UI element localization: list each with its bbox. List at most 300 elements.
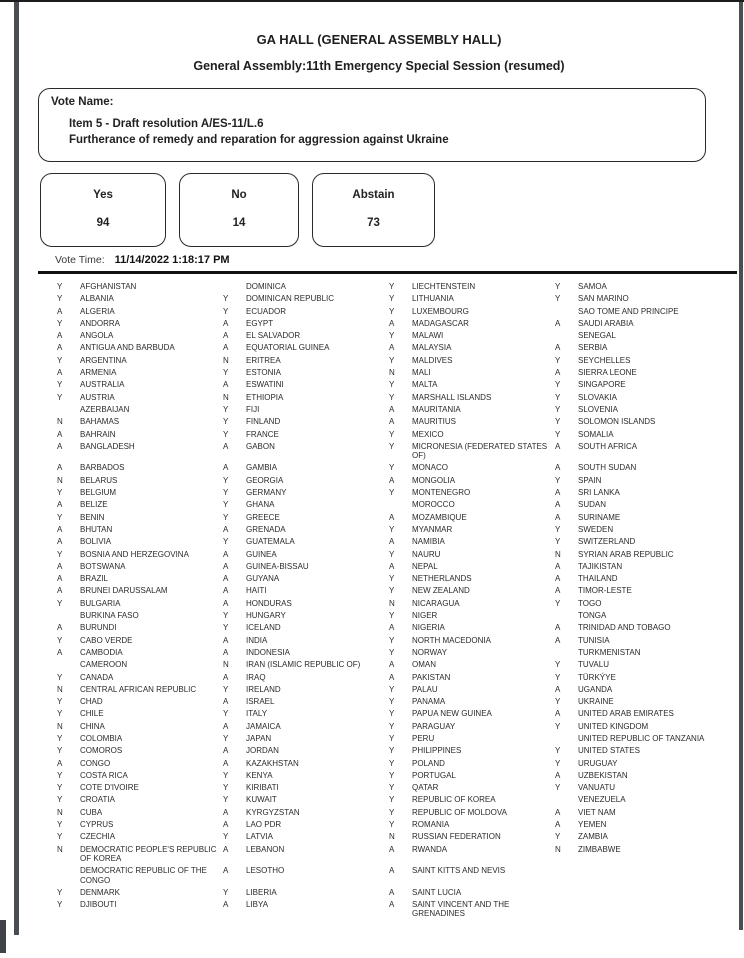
country-name: GREECE <box>246 512 280 522</box>
vote-letter: Y <box>389 783 395 793</box>
country-name: ICELAND <box>246 623 281 633</box>
roll-call-row <box>57 463 740 472</box>
roll-call-cell <box>389 417 555 426</box>
vote-letter: A <box>57 429 63 439</box>
roll-call-cell <box>223 660 389 669</box>
roll-call-cell <box>389 660 555 669</box>
country-name: KAZAKHSTAN <box>246 758 299 768</box>
roll-call-cell <box>57 417 223 426</box>
roll-call-row <box>57 307 740 316</box>
roll-call-cell <box>389 356 555 365</box>
country-name: FRANCE <box>246 429 279 439</box>
roll-call-cell <box>555 331 721 340</box>
country-name: OMAN <box>412 660 436 670</box>
roll-call-cell <box>223 488 389 497</box>
vote-letter: A <box>389 475 395 485</box>
roll-call-cell <box>57 599 223 608</box>
roll-call-cell <box>389 734 555 743</box>
vote-letter: Y <box>57 672 63 682</box>
session-title: General Assembly:11th Emergency Special Session (resumed) <box>193 59 565 73</box>
roll-call-row <box>57 623 740 632</box>
vote-letter: Y <box>555 746 561 756</box>
country-name: QATAR <box>412 783 439 793</box>
window-frame-bottom-left <box>0 920 6 953</box>
vote-letter: A <box>223 463 229 473</box>
country-name: ROMANIA <box>412 820 450 830</box>
vote-letter: A <box>57 463 63 473</box>
country-name: DJIBOUTI <box>80 900 117 910</box>
country-name: TÜRKÝYE <box>578 672 616 682</box>
vote-letter: Y <box>223 887 229 897</box>
vote-letter: Y <box>389 684 395 694</box>
vote-letter: A <box>555 512 561 522</box>
roll-call-cell <box>57 771 223 780</box>
vote-letter: A <box>223 598 229 608</box>
roll-call-cell <box>389 636 555 645</box>
roll-call-cell <box>223 463 389 472</box>
country-name: ZAMBIA <box>578 832 608 842</box>
country-name: ANDORRA <box>80 318 121 328</box>
roll-call-cell <box>223 599 389 608</box>
roll-call-cell <box>555 771 721 780</box>
vote-letter: A <box>223 758 229 768</box>
country-name: AFGHANISTAN <box>80 282 137 291</box>
roll-call-cell <box>389 808 555 817</box>
country-name: BRUNEI DARUSSALAM <box>80 586 168 596</box>
roll-call-cell <box>57 430 223 439</box>
country-name: MALI <box>412 368 431 378</box>
vote-letter: A <box>57 500 63 510</box>
vote-letter: N <box>389 368 395 378</box>
roll-call-cell <box>389 380 555 389</box>
country-name: GUINEA-BISSAU <box>246 561 309 571</box>
roll-call-cell <box>555 709 721 718</box>
country-name: MICRONESIA (FEDERATED STATES OF) <box>412 441 548 461</box>
roll-call-cell <box>555 574 721 583</box>
roll-call-cell <box>555 417 721 426</box>
vote-letter: A <box>223 820 229 830</box>
country-name: VANUATU <box>578 783 616 793</box>
country-name: CABO VERDE <box>80 635 133 645</box>
country-name: SYRIAN ARAB REPUBLIC <box>578 549 674 559</box>
vote-letter: Y <box>389 549 395 559</box>
country-name: BARBADOS <box>80 463 125 473</box>
roll-call-cell <box>223 746 389 755</box>
roll-call-row <box>57 282 740 291</box>
country-name: DEMOCRATIC PEOPLE'S REPUBLIC OF KOREA <box>80 844 217 863</box>
roll-call-cell <box>555 623 721 632</box>
roll-call-cell <box>389 623 555 632</box>
country-name: MONACO <box>412 463 448 473</box>
vote-letter: Y <box>389 441 395 451</box>
country-name: SAO TOME AND PRINCIPE <box>578 306 679 316</box>
roll-call-row <box>57 356 740 365</box>
vote-letter: Y <box>57 318 63 328</box>
country-name: MOZAMBIQUE <box>412 512 467 522</box>
vote-letter: A <box>57 524 63 534</box>
roll-call-cell <box>389 294 555 303</box>
roll-call-cell <box>555 282 721 291</box>
roll-call-cell <box>57 673 223 682</box>
country-name: KIRIBATI <box>246 783 279 793</box>
country-name: BOTSWANA <box>80 561 126 571</box>
vote-letter: A <box>223 524 229 534</box>
vote-letter: Y <box>223 500 229 510</box>
vote-letter: Y <box>223 512 229 522</box>
country-name: ANTIGUA AND BARBUDA <box>80 343 175 353</box>
country-name: PAPUA NEW GUINEA <box>412 709 492 719</box>
vote-letter: Y <box>389 733 395 743</box>
vote-letter: N <box>57 475 63 485</box>
country-name: BRAZIL <box>80 574 109 584</box>
roll-call-cell <box>57 405 223 414</box>
country-name: PARAGUAY <box>412 721 456 731</box>
country-name: KENYA <box>246 770 273 780</box>
roll-call-cell <box>223 623 389 632</box>
roll-call-row <box>57 405 740 414</box>
vote-time-label: Vote Time: <box>55 254 105 266</box>
vote-letter: N <box>223 355 229 365</box>
vote-letter: A <box>57 537 63 547</box>
vote-letter: Y <box>389 463 395 473</box>
roll-call-cell <box>57 343 223 352</box>
vote-letter: Y <box>389 392 395 402</box>
country-name: COMOROS <box>80 746 123 756</box>
roll-call-row <box>57 319 740 328</box>
vote-letter: Y <box>389 574 395 584</box>
vote-letter: A <box>389 887 395 897</box>
vote-letter: Y <box>389 380 395 390</box>
country-name: GUYANA <box>246 574 280 584</box>
country-name: TIMOR-LESTE <box>578 586 632 596</box>
roll-call-cell <box>555 866 721 885</box>
roll-call-cell <box>223 562 389 571</box>
vote-letter: Y <box>555 758 561 768</box>
vote-letter: A <box>389 672 395 682</box>
vote-letter: A <box>57 331 63 341</box>
vote-letter: A <box>223 844 229 854</box>
vote-letter: Y <box>555 417 561 427</box>
vote-letter: A <box>389 844 395 854</box>
roll-call-cell <box>555 488 721 497</box>
country-name: BAHAMAS <box>80 417 120 427</box>
country-name: DENMARK <box>80 887 121 897</box>
roll-call-cell <box>555 820 721 829</box>
vote-letter: N <box>555 549 561 559</box>
roll-call-cell <box>389 405 555 414</box>
roll-call-cell <box>555 697 721 706</box>
roll-call-cell <box>223 476 389 485</box>
vote-letter: N <box>389 832 395 842</box>
vote-letter: N <box>57 684 63 694</box>
roll-call-cell <box>57 368 223 377</box>
country-name: ITALY <box>246 709 268 719</box>
roll-call-cell <box>57 636 223 645</box>
roll-call-cell <box>555 476 721 485</box>
roll-call-cell <box>555 405 721 414</box>
vote-letter: A <box>555 318 561 328</box>
vote-letter: Y <box>223 684 229 694</box>
yes-total-box <box>40 173 166 247</box>
roll-call-cell <box>555 722 721 731</box>
country-name: TRINIDAD AND TOBAGO <box>578 623 671 633</box>
roll-call-row <box>57 393 740 402</box>
vote-letter: Y <box>389 709 395 719</box>
country-name: REPUBLIC OF MOLDOVA <box>412 807 507 817</box>
roll-call-row <box>57 368 740 377</box>
vote-letter: Y <box>57 392 63 402</box>
country-name: EL SALVADOR <box>246 331 301 341</box>
country-name: TONGA <box>578 611 607 621</box>
country-name: PALAU <box>412 684 438 694</box>
country-name: CONGO <box>80 758 111 768</box>
vote-letter: Y <box>555 392 561 402</box>
roll-call-cell <box>555 294 721 303</box>
vote-letter: A <box>555 488 561 498</box>
country-name: UNITED STATES <box>578 746 640 756</box>
vote-letter: A <box>555 368 561 378</box>
roll-call-cell <box>223 586 389 595</box>
roll-call-cell <box>223 574 389 583</box>
vote-letter: Y <box>223 488 229 498</box>
roll-call-cell <box>223 709 389 718</box>
roll-call-row <box>57 808 740 817</box>
vote-letter: A <box>223 807 229 817</box>
vote-letter: Y <box>555 294 561 304</box>
vote-letter: Y <box>555 475 561 485</box>
vote-letter: Y <box>389 306 395 316</box>
no-label: No <box>231 189 247 201</box>
country-name: HUNGARY <box>246 611 286 621</box>
roll-call-cell <box>389 430 555 439</box>
vote-letter: Y <box>555 429 561 439</box>
roll-call-row <box>57 586 740 595</box>
country-name: MALTA <box>412 380 438 390</box>
country-name: GEORGIA <box>246 475 284 485</box>
roll-call-row <box>57 537 740 546</box>
country-name: SAMOA <box>578 282 607 291</box>
roll-call-row <box>57 550 740 559</box>
vote-letter: A <box>223 746 229 756</box>
roll-call-row <box>57 685 740 694</box>
country-name: SERBIA <box>578 343 608 353</box>
country-name: SIERRA LEONE <box>578 368 637 378</box>
roll-call-cell <box>57 900 223 919</box>
roll-call-cell <box>555 586 721 595</box>
roll-call-cell <box>389 611 555 620</box>
country-name: AUSTRIA <box>80 392 115 402</box>
roll-call-cell <box>555 537 721 546</box>
roll-call-row <box>57 380 740 389</box>
vote-letter: A <box>555 684 561 694</box>
country-name: NIGER <box>412 611 438 621</box>
country-name: LATVIA <box>246 832 273 842</box>
roll-call-row <box>57 636 740 645</box>
country-name: ALBANIA <box>80 294 114 304</box>
country-name: INDONESIA <box>246 647 291 657</box>
roll-call-cell <box>389 820 555 829</box>
country-name: NETHERLANDS <box>412 574 472 584</box>
roll-call-row <box>57 660 740 669</box>
vote-letter: A <box>555 709 561 719</box>
country-name: GAMBIA <box>246 463 278 473</box>
roll-call-cell <box>555 525 721 534</box>
country-name: LIBERIA <box>246 887 277 897</box>
roll-call-row <box>57 442 740 461</box>
vote-letter: Y <box>389 282 395 291</box>
roll-call-cell <box>57 808 223 817</box>
country-name: SUDAN <box>578 500 607 510</box>
vote-letter: Y <box>223 832 229 842</box>
roll-call-cell <box>57 685 223 694</box>
country-name: MARSHALL ISLANDS <box>412 392 492 402</box>
country-name: MALDIVES <box>412 355 453 365</box>
vote-letter: A <box>223 647 229 657</box>
roll-call-cell <box>223 820 389 829</box>
roll-call-cell <box>555 636 721 645</box>
vote-letter: Y <box>57 770 63 780</box>
country-name: CAMEROON <box>80 660 128 670</box>
roll-call-cell <box>555 759 721 768</box>
vote-letter: A <box>389 623 395 633</box>
roll-call-cell <box>223 319 389 328</box>
roll-call-cell <box>555 900 721 919</box>
vote-letter: A <box>57 368 63 378</box>
roll-call-row <box>57 771 740 780</box>
country-name: NEW ZEALAND <box>412 586 470 596</box>
vote-letter: Y <box>223 623 229 633</box>
roll-call-cell <box>555 783 721 792</box>
vote-letter: Y <box>555 672 561 682</box>
roll-call-cell <box>223 442 389 461</box>
vote-letter: Y <box>57 709 63 719</box>
vote-letter: Y <box>389 647 395 657</box>
roll-call-cell <box>57 319 223 328</box>
roll-call-cell <box>57 380 223 389</box>
roll-call-row <box>57 746 740 755</box>
country-name: SPAIN <box>578 475 602 485</box>
country-name: CANADA <box>80 672 114 682</box>
roll-call-cell <box>57 488 223 497</box>
vote-letter: Y <box>57 512 63 522</box>
roll-call-row <box>57 562 740 571</box>
roll-call-cell <box>389 368 555 377</box>
country-name: UNITED REPUBLIC OF TANZANIA <box>578 733 705 743</box>
roll-call-cell <box>389 500 555 509</box>
country-name: IRELAND <box>246 684 281 694</box>
roll-call-cell <box>223 648 389 657</box>
country-name: TURKMENISTAN <box>578 647 641 657</box>
yes-count: 94 <box>96 217 110 229</box>
roll-call-cell <box>57 586 223 595</box>
roll-call-cell <box>223 356 389 365</box>
country-name: DOMINICA <box>246 282 286 291</box>
roll-call-row <box>57 820 740 829</box>
vote-letter: A <box>389 866 395 876</box>
roll-call-cell <box>555 380 721 389</box>
roll-call-row <box>57 845 740 864</box>
country-name: SEYCHELLES <box>578 355 631 365</box>
roll-call-row <box>57 513 740 522</box>
country-name: IRAQ <box>246 672 266 682</box>
roll-call-cell <box>389 319 555 328</box>
country-name: INDIA <box>246 635 268 645</box>
roll-call-cell <box>555 393 721 402</box>
header-divider <box>38 271 737 274</box>
roll-call-cell <box>223 866 389 885</box>
country-name: UZBEKISTAN <box>578 770 628 780</box>
roll-call-cell <box>223 380 389 389</box>
country-name: RWANDA <box>412 844 448 854</box>
roll-call-cell <box>389 393 555 402</box>
country-name: EQUATORIAL GUINEA <box>246 343 330 353</box>
vote-letter: A <box>223 331 229 341</box>
vote-letter: Y <box>57 887 63 897</box>
roll-call-cell <box>555 648 721 657</box>
roll-call-cell <box>223 636 389 645</box>
vote-name-description: Furtherance of remedy and reparation for aggression against Ukraine <box>69 134 449 146</box>
vote-letter: A <box>223 343 229 353</box>
roll-call-cell <box>57 442 223 461</box>
vote-letter: A <box>555 463 561 473</box>
roll-call-row <box>57 331 740 340</box>
vote-letter: Y <box>57 549 63 559</box>
roll-call-cell <box>223 331 389 340</box>
roll-call-cell <box>389 866 555 885</box>
vote-letter: A <box>555 820 561 830</box>
country-name: SINGAPORE <box>578 380 626 390</box>
country-name: FIJI <box>246 404 260 414</box>
country-name: MADAGASCAR <box>412 318 469 328</box>
vote-letter: N <box>57 721 63 731</box>
roll-call-cell <box>555 319 721 328</box>
vote-letter: A <box>223 318 229 328</box>
country-name: BAHRAIN <box>80 429 116 439</box>
roll-call-row <box>57 900 740 919</box>
roll-call-cell <box>223 343 389 352</box>
roll-call-cell <box>389 537 555 546</box>
vote-letter: Y <box>555 832 561 842</box>
vote-letter: A <box>223 441 229 451</box>
country-name: KUWAIT <box>246 795 277 805</box>
roll-call-cell <box>389 759 555 768</box>
vote-letter: Y <box>389 795 395 805</box>
vote-letter: Y <box>389 488 395 498</box>
vote-letter: A <box>57 306 63 316</box>
roll-call-cell <box>555 307 721 316</box>
vote-letter: Y <box>555 524 561 534</box>
roll-call-cell <box>389 685 555 694</box>
vote-letter: N <box>57 807 63 817</box>
country-name: CZECHIA <box>80 832 116 842</box>
vote-letter: N <box>223 660 229 670</box>
country-name: BURKINA FASO <box>80 611 139 621</box>
roll-call-cell <box>555 356 721 365</box>
country-name: NORTH MACEDONIA <box>412 635 491 645</box>
country-name: ESTONIA <box>246 368 281 378</box>
vote-letter: N <box>389 598 395 608</box>
roll-call-cell <box>57 722 223 731</box>
abstain-count: 73 <box>367 217 380 229</box>
roll-call-cell <box>389 783 555 792</box>
roll-call-cell <box>389 709 555 718</box>
country-name: COSTA RICA <box>80 770 128 780</box>
country-name: FINLAND <box>246 417 281 427</box>
vote-letter: A <box>57 441 63 451</box>
roll-call-cell <box>223 550 389 559</box>
vote-letter: A <box>223 635 229 645</box>
roll-call-cell <box>57 574 223 583</box>
